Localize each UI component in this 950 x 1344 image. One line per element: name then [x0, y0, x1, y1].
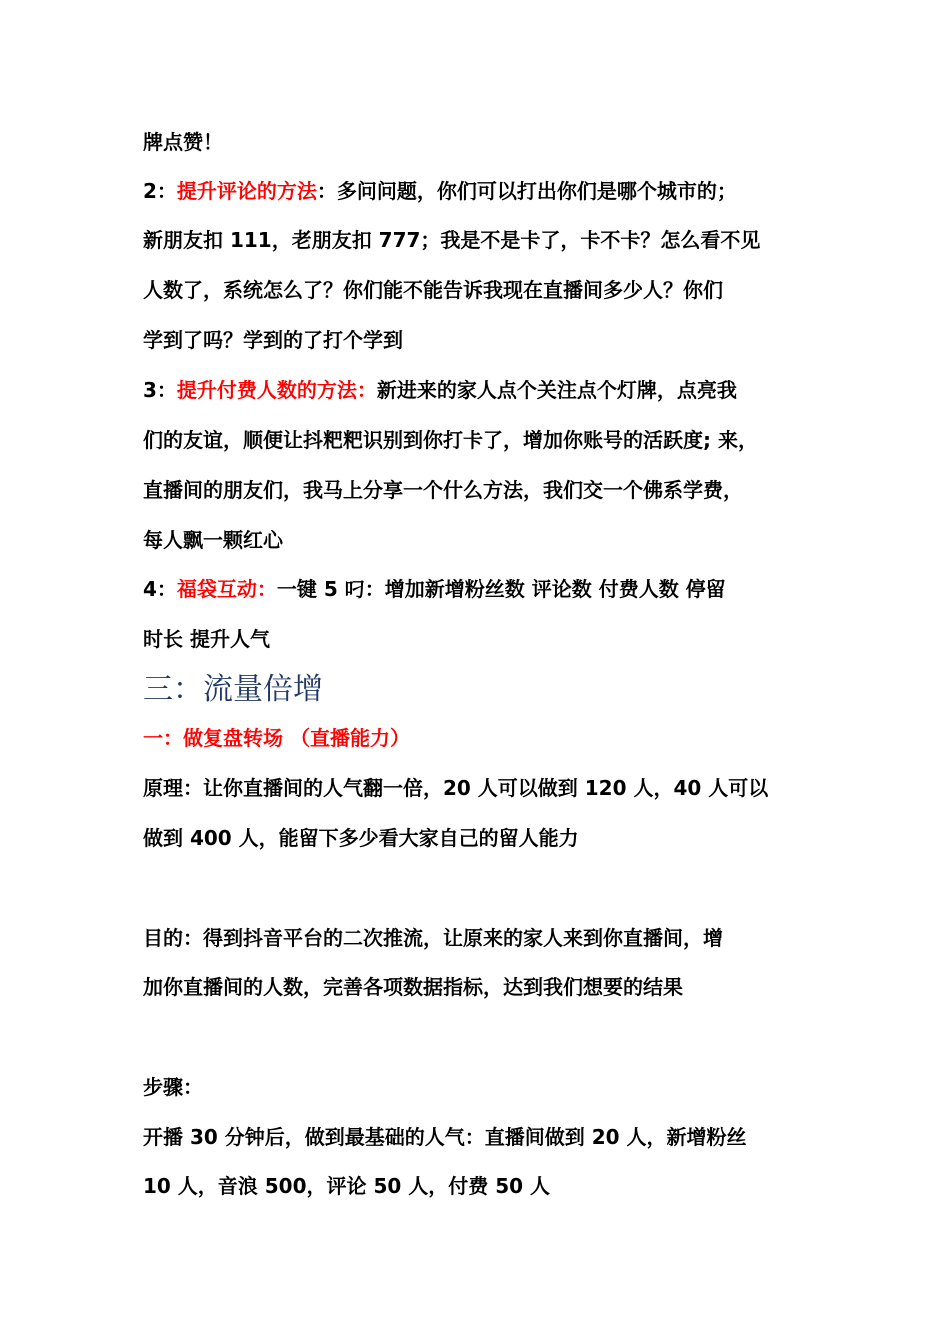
paragraph-line — [143, 763, 833, 813]
item-number: 2： — [143, 179, 177, 203]
line-text: 一键 5 叼：增加新增粉丝数 评论数 付费人数 停留 — [276, 577, 726, 601]
section-heading: 三：流量倍增 — [143, 672, 323, 707]
line-text: 10 人，音浪 500，评论 50 人，付费 50 人 — [143, 1174, 551, 1198]
paragraph-line — [143, 465, 833, 515]
paragraph-line — [143, 415, 833, 465]
paragraph-line — [143, 117, 833, 167]
line-text: 每人飘一颗红心 — [143, 528, 283, 552]
line-text: 学到了吗？学到的了打个学到 — [143, 328, 403, 352]
line-text: 新朋友扣 111，老朋友扣 777；我是不是卡了，卡不卡？怎么看不见 — [143, 228, 761, 252]
line-text: 人数了，系统怎么了？你们能不能告诉我现在直播间多少人？你们 — [143, 278, 723, 302]
highlight-text: 福袋互动： — [176, 577, 277, 601]
item-number: 4： — [143, 577, 177, 601]
paragraph-line — [143, 215, 833, 265]
paragraph-line — [143, 265, 833, 315]
line-text: 们的友谊，顺便让抖粑粑识别到你打卡了，增加你账号的活跃度; 来， — [143, 428, 758, 452]
paragraph-line — [143, 1112, 833, 1162]
line-text: 原理：让你直播间的人气翻一倍，20 人可以做到 120 人，40 人可以 — [143, 776, 769, 800]
steps-label — [143, 1062, 833, 1112]
paragraph-line — [143, 913, 833, 963]
paragraph-line — [143, 813, 833, 863]
line-text: 时长 提升人气 — [143, 627, 270, 651]
sub-heading: 一：做复盘转场 （直播能力） — [143, 726, 410, 750]
highlight-text: 提升付费人数的方法： — [176, 378, 377, 402]
line-text: 做到 400 人，能留下多少看大家自己的留人能力 — [143, 826, 579, 850]
item-2-comments — [143, 166, 833, 216]
line-text: 目的：得到抖音平台的二次推流，让原来的家人来到你直播间，增 — [143, 926, 723, 950]
item-number: 3： — [143, 378, 177, 402]
line-text: 加你直播间的人数，完善各项数据指标，达到我们想要的结果 — [143, 975, 683, 999]
line-text: ：多问问题，你们可以打出你们是哪个城市的； — [316, 179, 737, 203]
item-4-lucky-bag — [143, 564, 833, 614]
line-text: 直播间的朋友们，我马上分享一个什么方法，我们交一个佛系学费， — [143, 478, 743, 502]
paragraph-line — [143, 515, 833, 565]
item-3-paid-users — [143, 365, 833, 415]
line-text: 新进来的家人点个关注点个灯牌，点亮我 — [376, 378, 737, 402]
line-text: 步骤： — [143, 1075, 203, 1099]
paragraph-line — [143, 1161, 833, 1211]
line-text: 开播 30 分钟后，做到最基础的人气：直播间做到 20 人，新增粉丝 — [143, 1125, 747, 1149]
paragraph-line — [143, 614, 833, 664]
highlight-text: 提升评论的方法 — [176, 179, 317, 203]
paragraph-line — [143, 315, 833, 365]
line-text: 牌点赞！ — [143, 130, 223, 154]
paragraph-line — [143, 962, 833, 1012]
